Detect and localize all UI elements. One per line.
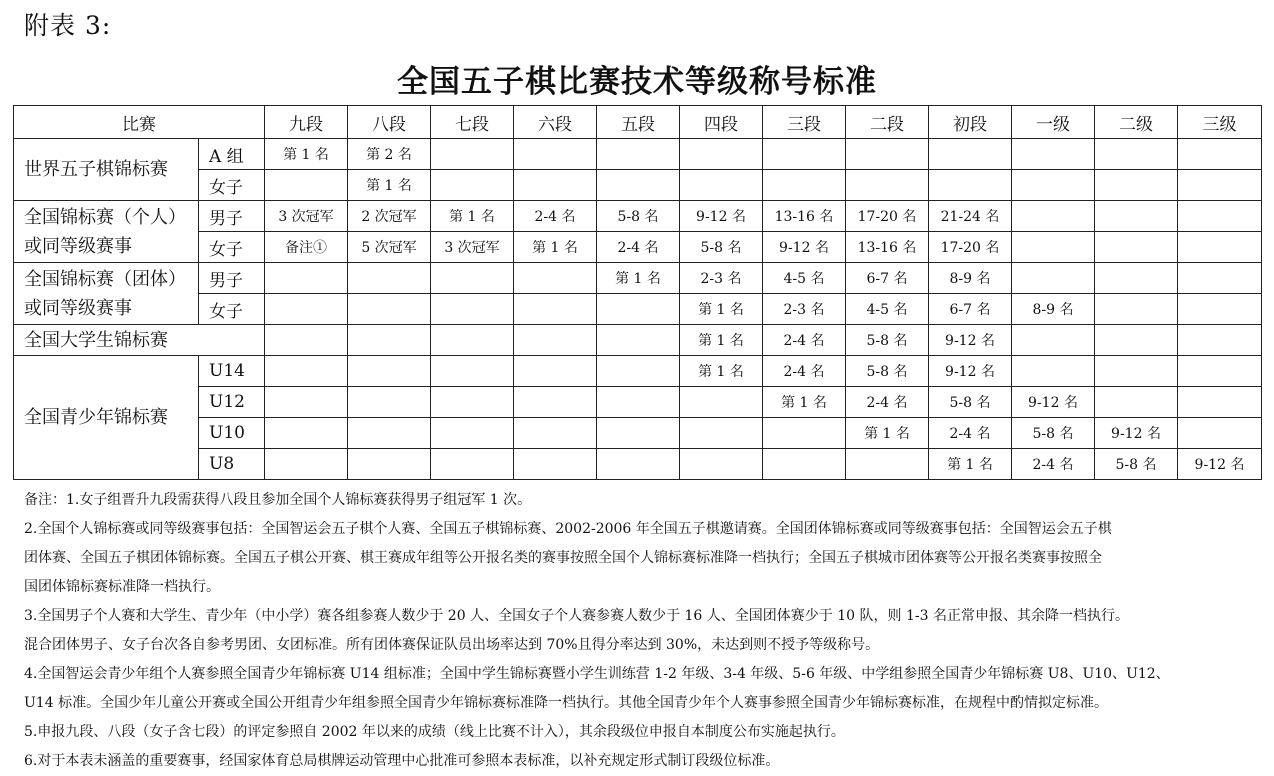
rank-cell	[265, 263, 348, 294]
rank-cell	[514, 139, 597, 170]
rank-cell: 2-4 名	[763, 325, 846, 356]
subgroup-cell: U12	[199, 387, 265, 418]
rank-cell	[1012, 170, 1095, 201]
subgroup-cell: A 组	[199, 139, 265, 170]
rank-cell	[929, 170, 1012, 201]
header-level-cell: 六段	[514, 106, 597, 139]
rank-cell	[514, 263, 597, 294]
rank-cell	[265, 387, 348, 418]
rank-cell	[431, 170, 514, 201]
header-row	[14, 106, 1262, 139]
rank-cell: 2-3 名	[763, 294, 846, 325]
rank-cell: 4-5 名	[763, 263, 846, 294]
table-row	[14, 325, 1262, 356]
rank-cell	[763, 449, 846, 480]
rank-cell: 5-8 名	[680, 232, 763, 263]
rank-cell: 4-5 名	[846, 294, 929, 325]
rank-cell	[680, 449, 763, 480]
rank-cell	[431, 418, 514, 449]
document-title: 全国五子棋比赛技术等级称号标准	[397, 64, 877, 100]
rank-cell	[1012, 356, 1095, 387]
subgroup-cell: U8	[199, 449, 265, 480]
table-row	[14, 387, 1262, 418]
event-name-line: 或同等级赛事	[24, 297, 132, 319]
rank-cell	[431, 294, 514, 325]
rank-cell	[1012, 232, 1095, 263]
rank-cell	[348, 449, 431, 480]
rank-cell: 6-7 名	[929, 294, 1012, 325]
rank-cell	[1178, 139, 1262, 170]
rank-cell	[514, 356, 597, 387]
rank-cell	[1012, 201, 1095, 232]
rank-cell: 13-16 名	[846, 232, 929, 263]
rank-cell: 5 次冠军	[348, 232, 431, 263]
rank-cell	[597, 418, 680, 449]
rank-cell	[597, 449, 680, 480]
rank-cell: 5-8 名	[929, 387, 1012, 418]
header-level-cell: 七段	[431, 106, 514, 139]
rank-cell	[348, 387, 431, 418]
rank-cell	[265, 170, 348, 201]
rank-cell	[1095, 356, 1178, 387]
rank-cell	[265, 356, 348, 387]
notes-section	[24, 486, 1264, 776]
rank-cell: 第 1 名	[680, 325, 763, 356]
rank-cell	[348, 263, 431, 294]
rank-cell	[1178, 170, 1262, 201]
rank-cell	[1178, 263, 1262, 294]
rank-cell	[597, 170, 680, 201]
event-name-cell	[14, 201, 199, 263]
rank-cell: 2-4 名	[763, 356, 846, 387]
table-row	[14, 170, 1262, 201]
note-line: 5.申报九段、八段（女子含七段）的评定参照自 2002 年以来的成绩（线上比赛不计入），其余段级位申报自本制度公布实施起执行。	[24, 724, 845, 740]
rank-cell: 6-7 名	[846, 263, 929, 294]
rank-cell	[348, 294, 431, 325]
rank-cell	[1012, 325, 1095, 356]
event-name-line: 世界五子棋锦标赛	[24, 159, 168, 180]
rank-cell	[597, 294, 680, 325]
subgroup-cell: 女子	[199, 294, 265, 325]
rank-cell: 17-20 名	[846, 201, 929, 232]
note-line: 2.全国个人锦标赛或同等级赛事包括：全国智运会五子棋个人赛、全国五子棋锦标赛、2002-2006 年全国五子棋邀请赛。全国团体锦标赛或同等级赛事包括：全国智运会五子棋	[24, 521, 1112, 537]
rank-cell	[431, 139, 514, 170]
note-line: 4.全国智运会青少年组个人赛参照全国青少年锦标赛 U14 组标准；全国中学生锦标赛暨小学生训练营 1-2 年级、3-4 年级、5-6 年级、中学组参照全国青少年锦标赛 U8、U10、U12、	[24, 666, 1170, 682]
subgroup-cell: 男子	[199, 263, 265, 294]
note-line: 混合团体男子、女子台次各自参考男团、女团标准。所有团体赛保证队员出场率达到 70%且得分率达到 30%，未达到则不授予等级称号。	[24, 637, 880, 653]
table-row	[14, 418, 1262, 449]
rank-cell: 第 1 名	[846, 418, 929, 449]
rank-cell: 5-8 名	[846, 356, 929, 387]
rank-cell: 17-20 名	[929, 232, 1012, 263]
rank-cell	[1095, 232, 1178, 263]
note-line: U14 标准。全国少年儿童公开赛或全国公开组青少年组参照全国青少年锦标赛标准降一档执行。其他全国青少年个人赛事参照全国青少年锦标赛标准，在规程中酌情拟定标准。	[24, 695, 1109, 711]
rank-cell	[597, 387, 680, 418]
rank-cell	[597, 356, 680, 387]
rank-cell	[846, 139, 929, 170]
rank-cell	[348, 418, 431, 449]
table-row	[14, 139, 1262, 170]
rank-cell: 21-24 名	[929, 201, 1012, 232]
rank-cell: 9-12 名	[929, 356, 1012, 387]
rank-cell	[929, 139, 1012, 170]
header-level-cell: 五段	[597, 106, 680, 139]
appendix-label: 附表 3:	[24, 11, 112, 40]
header-level-cell: 二级	[1095, 106, 1178, 139]
rank-cell: 9-12 名	[1095, 418, 1178, 449]
rank-cell	[514, 418, 597, 449]
event-name-cell	[14, 139, 199, 201]
rank-cell: 5-8 名	[1012, 418, 1095, 449]
table-row	[14, 294, 1262, 325]
rank-cell: 第 1 名	[680, 294, 763, 325]
header-level-cell: 三级	[1178, 106, 1262, 139]
note-line: 6.对于本表未涵盖的重要赛事，经国家体育总局棋牌运动管理中心批准可参照本表标准，以补充规定形式制订段级位标准。	[24, 753, 780, 769]
rank-cell	[680, 170, 763, 201]
rank-cell: 2-4 名	[597, 232, 680, 263]
rank-cell	[1178, 387, 1262, 418]
header-level-cell: 二段	[846, 106, 929, 139]
rank-cell: 9-12 名	[929, 325, 1012, 356]
rank-cell: 备注①	[265, 232, 348, 263]
rank-cell	[265, 294, 348, 325]
rank-cell	[1095, 325, 1178, 356]
rank-cell	[514, 387, 597, 418]
rank-cell	[1178, 418, 1262, 449]
rank-cell: 第 1 名	[265, 139, 348, 170]
rank-cell	[265, 418, 348, 449]
header-level-cell: 四段	[680, 106, 763, 139]
rank-cell	[514, 294, 597, 325]
rank-cell: 2-4 名	[514, 201, 597, 232]
rank-cell	[348, 356, 431, 387]
subgroup-cell: U10	[199, 418, 265, 449]
rank-cell	[431, 449, 514, 480]
rank-cell: 8-9 名	[929, 263, 1012, 294]
table-body	[14, 106, 1262, 480]
rank-cell	[763, 139, 846, 170]
rank-cell	[1095, 387, 1178, 418]
rank-cell: 3 次冠军	[265, 201, 348, 232]
event-name-cell	[14, 325, 265, 356]
rank-cell: 第 1 名	[597, 263, 680, 294]
rank-cell	[680, 139, 763, 170]
rank-cell	[1095, 263, 1178, 294]
rank-cell	[431, 387, 514, 418]
rank-cell: 2-4 名	[929, 418, 1012, 449]
event-name-cell	[14, 356, 199, 480]
rank-cell	[763, 418, 846, 449]
rank-cell	[1095, 170, 1178, 201]
rank-cell	[265, 449, 348, 480]
rank-cell	[1178, 356, 1262, 387]
event-name-line: 全国锦标赛（团体）	[24, 268, 186, 290]
header-level-cell: 三段	[763, 106, 846, 139]
rank-cell: 第 1 名	[763, 387, 846, 418]
event-name-line: 全国锦标赛（个人）	[24, 206, 186, 228]
rank-cell: 2-3 名	[680, 263, 763, 294]
rank-cell	[514, 325, 597, 356]
event-name-line: 全国大学生锦标赛	[24, 329, 168, 351]
rank-cell	[846, 449, 929, 480]
rank-cell	[680, 387, 763, 418]
rank-cell	[763, 170, 846, 201]
rank-standards-table	[13, 105, 1262, 480]
rank-cell	[431, 263, 514, 294]
rank-cell: 5-8 名	[846, 325, 929, 356]
header-event-cell: 比赛	[14, 106, 265, 139]
rank-cell	[1012, 139, 1095, 170]
subgroup-cell: 女子	[199, 232, 265, 263]
rank-cell	[680, 418, 763, 449]
rank-cell: 第 1 名	[431, 201, 514, 232]
rank-cell	[1178, 232, 1262, 263]
rank-cell	[597, 139, 680, 170]
rank-cell: 第 1 名	[680, 356, 763, 387]
subgroup-cell: 男子	[199, 201, 265, 232]
rank-cell	[1095, 139, 1178, 170]
table-row	[14, 201, 1262, 232]
rank-cell: 9-12 名	[1178, 449, 1262, 480]
rank-cell	[514, 170, 597, 201]
note-line: 团体赛、全国五子棋团体锦标赛。全国五子棋公开赛、棋王赛成年组等公开报名类的赛事按照全国个人锦标赛标准降一档执行；全国五子棋城市团体赛等公开报名类赛事按照全	[24, 550, 1102, 566]
rank-cell	[1178, 325, 1262, 356]
rank-cell: 第 1 名	[929, 449, 1012, 480]
rank-cell	[514, 449, 597, 480]
event-name-line: 全国青少年锦标赛	[24, 407, 168, 428]
rank-cell	[348, 325, 431, 356]
rank-cell: 3 次冠军	[431, 232, 514, 263]
rank-cell: 第 1 名	[514, 232, 597, 263]
rank-cell	[1095, 294, 1178, 325]
header-level-cell: 九段	[265, 106, 348, 139]
rank-cell: 第 2 名	[348, 139, 431, 170]
rank-cell	[1178, 201, 1262, 232]
table-row	[14, 449, 1262, 480]
header-level-cell: 初段	[929, 106, 1012, 139]
event-name-line: 或同等级赛事	[24, 235, 132, 257]
rank-cell: 5-8 名	[597, 201, 680, 232]
rank-cell	[431, 356, 514, 387]
rank-cell: 2 次冠军	[348, 201, 431, 232]
note-line: 3.全国男子个人赛和大学生、青少年（中小学）赛各组参赛人数少于 20 人、全国女子个人赛参赛人数少于 16 人、全国团体赛少于 10 队，则 1-3 名正常申报、其余降一档执行。	[24, 608, 1129, 624]
note-line: 国团体锦标赛标准降一档执行。	[24, 579, 220, 595]
rank-cell: 13-16 名	[763, 201, 846, 232]
subgroup-cell: 女子	[199, 170, 265, 201]
rank-cell	[846, 170, 929, 201]
table-row	[14, 263, 1262, 294]
rank-cell	[1012, 263, 1095, 294]
rank-cell: 9-12 名	[1012, 387, 1095, 418]
rank-cell: 2-4 名	[846, 387, 929, 418]
subgroup-cell: U14	[199, 356, 265, 387]
rank-cell: 9-12 名	[763, 232, 846, 263]
rank-cell	[1095, 201, 1178, 232]
table-row	[14, 356, 1262, 387]
rank-cell	[597, 325, 680, 356]
rank-cell	[265, 325, 348, 356]
rank-cell	[431, 325, 514, 356]
table-row	[14, 232, 1262, 263]
rank-cell: 9-12 名	[680, 201, 763, 232]
rank-cell: 2-4 名	[1012, 449, 1095, 480]
rank-cell: 8-9 名	[1012, 294, 1095, 325]
header-level-cell: 一级	[1012, 106, 1095, 139]
header-level-cell: 八段	[348, 106, 431, 139]
rank-cell: 第 1 名	[348, 170, 431, 201]
event-name-cell	[14, 263, 199, 325]
note-line: 备注：1.女子组晋升九段需获得八段且参加全国个人锦标赛获得男子组冠军 1 次。	[24, 492, 532, 508]
rank-cell: 5-8 名	[1095, 449, 1178, 480]
rank-cell	[1178, 294, 1262, 325]
